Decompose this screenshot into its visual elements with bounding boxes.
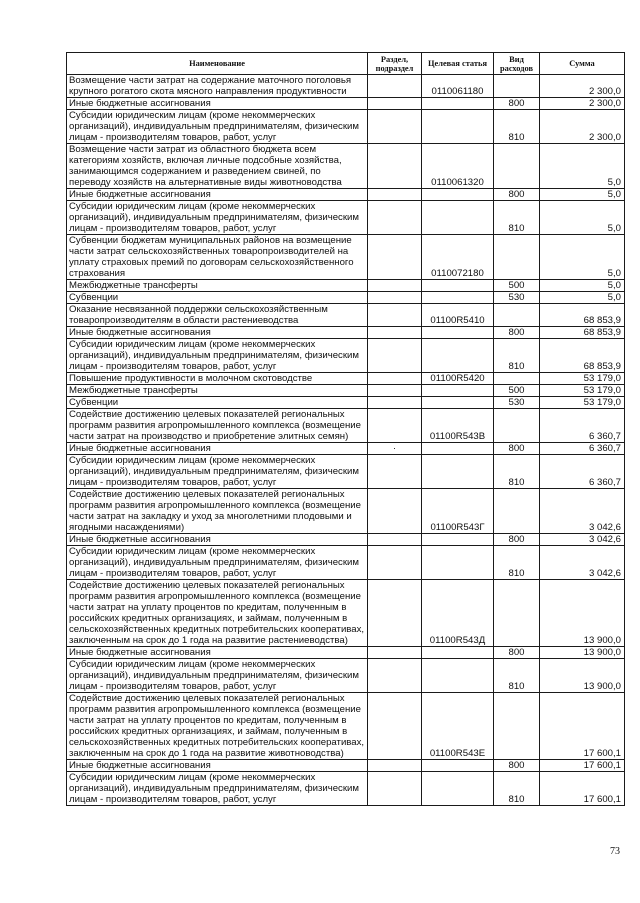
row-amount: 68 853,9 — [540, 327, 625, 339]
row-amount: 68 853,9 — [540, 339, 625, 373]
row-section — [368, 760, 422, 772]
row-name: Повышение продуктивности в молочном скотоводстве — [67, 373, 368, 385]
row-section — [368, 110, 422, 144]
table-row — [67, 443, 625, 455]
table-row — [67, 98, 625, 110]
row-expense-type — [494, 373, 540, 385]
row-expense-type: 530 — [494, 397, 540, 409]
table-row — [67, 235, 625, 280]
table-row — [67, 489, 625, 534]
row-target-code — [422, 546, 494, 580]
row-section — [368, 327, 422, 339]
row-name: Иные бюджетные ассигнования — [67, 647, 368, 659]
row-amount: 5,0 — [540, 235, 625, 280]
row-expense-type: 800 — [494, 647, 540, 659]
row-section — [368, 98, 422, 110]
row-expense-type: 810 — [494, 546, 540, 580]
row-target-code: 0110061180 — [422, 75, 494, 98]
row-expense-type: 800 — [494, 189, 540, 201]
row-name: Иные бюджетные ассигнования — [67, 760, 368, 772]
row-amount: 3 042,6 — [540, 489, 625, 534]
row-expense-type — [494, 304, 540, 327]
table-row — [67, 327, 625, 339]
row-section — [368, 772, 422, 806]
row-section: · — [368, 443, 422, 455]
row-amount: 13 900,0 — [540, 647, 625, 659]
row-amount: 13 900,0 — [540, 659, 625, 693]
table-row — [67, 304, 625, 327]
row-section — [368, 693, 422, 760]
row-section — [368, 201, 422, 235]
row-target-code — [422, 760, 494, 772]
row-target-code — [422, 98, 494, 110]
row-expense-type: 500 — [494, 385, 540, 397]
header-amount: Сумма — [540, 53, 625, 75]
row-section — [368, 647, 422, 659]
row-name: Субвенции — [67, 397, 368, 409]
table-row — [67, 772, 625, 806]
row-amount: 53 179,0 — [540, 397, 625, 409]
row-target-code: 01100R543Г — [422, 489, 494, 534]
row-expense-type: 800 — [494, 760, 540, 772]
row-name: Субсидии юридическим лицам (кроме некоммерческих организаций), индивидуальным предпринимателям, физическим лицам - производителям товаров, работ, услуг — [67, 772, 368, 806]
row-name: Возмещение части затрат на содержание маточного поголовья крупного рогатого скота мясного направления продуктивности — [67, 75, 368, 98]
row-expense-type — [494, 409, 540, 443]
row-amount: 2 300,0 — [540, 75, 625, 98]
table-row — [67, 647, 625, 659]
row-name: Субвенции бюджетам муниципальных районов на возмещение части затрат сельскохозяйственных товаропроизводителей на уплату страховых премий по договорам сельскохозяйственного страхования — [67, 235, 368, 280]
row-name: Содействие достижению целевых показателей региональных программ развития агропромышленного комплекса (возмещение части затрат на уплату процентов по кредитам, полученным в российских кредитных организациях, и займам, полученным в сельскохозяйственных кредитных потребительских кооперативах, заключенным на срок до 1 года на развитие растениеводства) — [67, 580, 368, 647]
row-name: Субсидии юридическим лицам (кроме некоммерческих организаций), индивидуальным предпринимателям, физическим лицам - производителям товаров, работ, услуг — [67, 659, 368, 693]
row-name: Иные бюджетные ассигнования — [67, 98, 368, 110]
row-target-code — [422, 385, 494, 397]
row-name: Межбюджетные трансферты — [67, 280, 368, 292]
row-name: Иные бюджетные ассигнования — [67, 443, 368, 455]
row-expense-type: 810 — [494, 659, 540, 693]
row-expense-type — [494, 75, 540, 98]
row-expense-type: 800 — [494, 534, 540, 546]
row-amount: 17 600,1 — [540, 760, 625, 772]
row-section — [368, 373, 422, 385]
table-row — [67, 292, 625, 304]
row-name: Субсидии юридическим лицам (кроме некоммерческих организаций), индивидуальным предпринимателям, физическим лицам - производителям товаров, работ, услуг — [67, 110, 368, 144]
row-amount: 68 853,9 — [540, 304, 625, 327]
row-target-code: 0110061320 — [422, 144, 494, 189]
row-name: Субсидии юридическим лицам (кроме некоммерческих организаций), индивидуальным предпринимателям, физическим лицам - производителям товаров, работ, услуг — [67, 339, 368, 373]
table-row — [67, 339, 625, 373]
table-body — [67, 75, 625, 806]
row-target-code — [422, 327, 494, 339]
row-name: Иные бюджетные ассигнования — [67, 189, 368, 201]
budget-table — [66, 52, 625, 806]
row-target-code — [422, 443, 494, 455]
row-expense-type: 810 — [494, 110, 540, 144]
row-target-code — [422, 201, 494, 235]
row-amount: 6 360,7 — [540, 443, 625, 455]
row-expense-type: 810 — [494, 455, 540, 489]
row-expense-type — [494, 693, 540, 760]
row-name: Возмещение части затрат из областного бюджета всем категориям хозяйств, включая личные подсобные хозяйства, занимающимся содержанием и разведением свиней, по переводу хозяйств на альтернативные виды животноводства — [67, 144, 368, 189]
row-expense-type: 810 — [494, 201, 540, 235]
row-target-code: 0110072180 — [422, 235, 494, 280]
row-target-code — [422, 455, 494, 489]
row-name: Оказание несвязанной поддержки сельскохозяйственным товаропроизводителям в области растениеводства — [67, 304, 368, 327]
row-target-code — [422, 292, 494, 304]
row-amount: 6 360,7 — [540, 455, 625, 489]
row-amount: 17 600,1 — [540, 693, 625, 760]
row-section — [368, 385, 422, 397]
row-section — [368, 144, 422, 189]
row-section — [368, 235, 422, 280]
row-expense-type: 530 — [494, 292, 540, 304]
row-target-code — [422, 397, 494, 409]
row-expense-type: 800 — [494, 327, 540, 339]
row-amount: 5,0 — [540, 189, 625, 201]
row-target-code — [422, 534, 494, 546]
row-amount: 2 300,0 — [540, 98, 625, 110]
table-row — [67, 144, 625, 189]
row-amount: 6 360,7 — [540, 409, 625, 443]
row-expense-type: 810 — [494, 339, 540, 373]
row-name: Содействие достижению целевых показателей региональных программ развития агропромышленного комплекса (возмещение части затрат на закладку и уход за многолетними плодовыми и ягодными насаждениями) — [67, 489, 368, 534]
row-expense-type: 800 — [494, 98, 540, 110]
row-amount: 5,0 — [540, 201, 625, 235]
row-name: Иные бюджетные ассигнования — [67, 327, 368, 339]
row-section — [368, 75, 422, 98]
row-expense-type: 800 — [494, 443, 540, 455]
table-row — [67, 760, 625, 772]
row-name: Субсидии юридическим лицам (кроме некоммерческих организаций), индивидуальным предпринимателям, физическим лицам - производителям товаров, работ, услуг — [67, 546, 368, 580]
row-target-code: 01100R543Д — [422, 580, 494, 647]
table-row — [67, 693, 625, 760]
row-target-code — [422, 189, 494, 201]
table-row — [67, 397, 625, 409]
row-amount: 3 042,6 — [540, 534, 625, 546]
row-amount: 5,0 — [540, 280, 625, 292]
row-section — [368, 546, 422, 580]
row-name: Содействие достижению целевых показателей региональных программ развития агропромышленного комплекса (возмещение части затрат на производство и приобретение элитных семян) — [67, 409, 368, 443]
row-expense-type — [494, 489, 540, 534]
row-section — [368, 489, 422, 534]
row-target-code — [422, 280, 494, 292]
row-amount: 2 300,0 — [540, 110, 625, 144]
row-target-code: 01100R5410 — [422, 304, 494, 327]
row-name: Субсидии юридическим лицам (кроме некоммерческих организаций), индивидуальным предпринимателям, физическим лицам - производителям товаров, работ, услуг — [67, 455, 368, 489]
header-name: Наименование — [67, 53, 368, 75]
table-row — [67, 373, 625, 385]
row-amount: 53 179,0 — [540, 385, 625, 397]
table-row — [67, 110, 625, 144]
table-row — [67, 580, 625, 647]
row-section — [368, 409, 422, 443]
row-target-code — [422, 772, 494, 806]
row-name: Субвенции — [67, 292, 368, 304]
row-section — [368, 339, 422, 373]
row-section — [368, 659, 422, 693]
row-target-code: 01100R543Е — [422, 693, 494, 760]
table-row — [67, 409, 625, 443]
row-target-code — [422, 339, 494, 373]
table-row — [67, 201, 625, 235]
row-expense-type — [494, 580, 540, 647]
row-section — [368, 580, 422, 647]
table-row — [67, 385, 625, 397]
row-name: Содействие достижению целевых показателей региональных программ развития агропромышленного комплекса (возмещение части затрат на уплату процентов по кредитам, полученным в российских кредитных организациях, и займам, полученным в сельскохозяйственных кредитных потребительских кооперативах, заключенным на срок до 1 года на развитие животноводства) — [67, 693, 368, 760]
row-amount: 5,0 — [540, 292, 625, 304]
row-name: Межбюджетные трансферты — [67, 385, 368, 397]
row-section — [368, 455, 422, 489]
table-row — [67, 280, 625, 292]
row-target-code — [422, 659, 494, 693]
table-row — [67, 546, 625, 580]
row-expense-type: 810 — [494, 772, 540, 806]
page-number: 73 — [610, 846, 620, 857]
table-row — [67, 455, 625, 489]
row-target-code — [422, 110, 494, 144]
row-expense-type: 500 — [494, 280, 540, 292]
table-row — [67, 534, 625, 546]
row-amount: 13 900,0 — [540, 580, 625, 647]
row-name: Иные бюджетные ассигнования — [67, 534, 368, 546]
row-expense-type — [494, 144, 540, 189]
row-section — [368, 280, 422, 292]
row-section — [368, 397, 422, 409]
header-expense-type: Вид расходов — [494, 53, 540, 75]
table-row — [67, 189, 625, 201]
row-target-code — [422, 647, 494, 659]
row-amount: 5,0 — [540, 144, 625, 189]
row-expense-type — [494, 235, 540, 280]
header-section: Раздел, подраздел — [368, 53, 422, 75]
row-section — [368, 304, 422, 327]
row-amount: 17 600,1 — [540, 772, 625, 806]
row-target-code: 01100R5420 — [422, 373, 494, 385]
table-row — [67, 659, 625, 693]
table-row — [67, 75, 625, 98]
row-target-code: 01100R543В — [422, 409, 494, 443]
header-target: Целевая статья — [422, 53, 494, 75]
table-header-row — [67, 53, 625, 75]
row-amount: 53 179,0 — [540, 373, 625, 385]
row-section — [368, 189, 422, 201]
row-section — [368, 292, 422, 304]
row-section — [368, 534, 422, 546]
row-name: Субсидии юридическим лицам (кроме некоммерческих организаций), индивидуальным предпринимателям, физическим лицам - производителям товаров, работ, услуг — [67, 201, 368, 235]
row-amount: 3 042,6 — [540, 546, 625, 580]
